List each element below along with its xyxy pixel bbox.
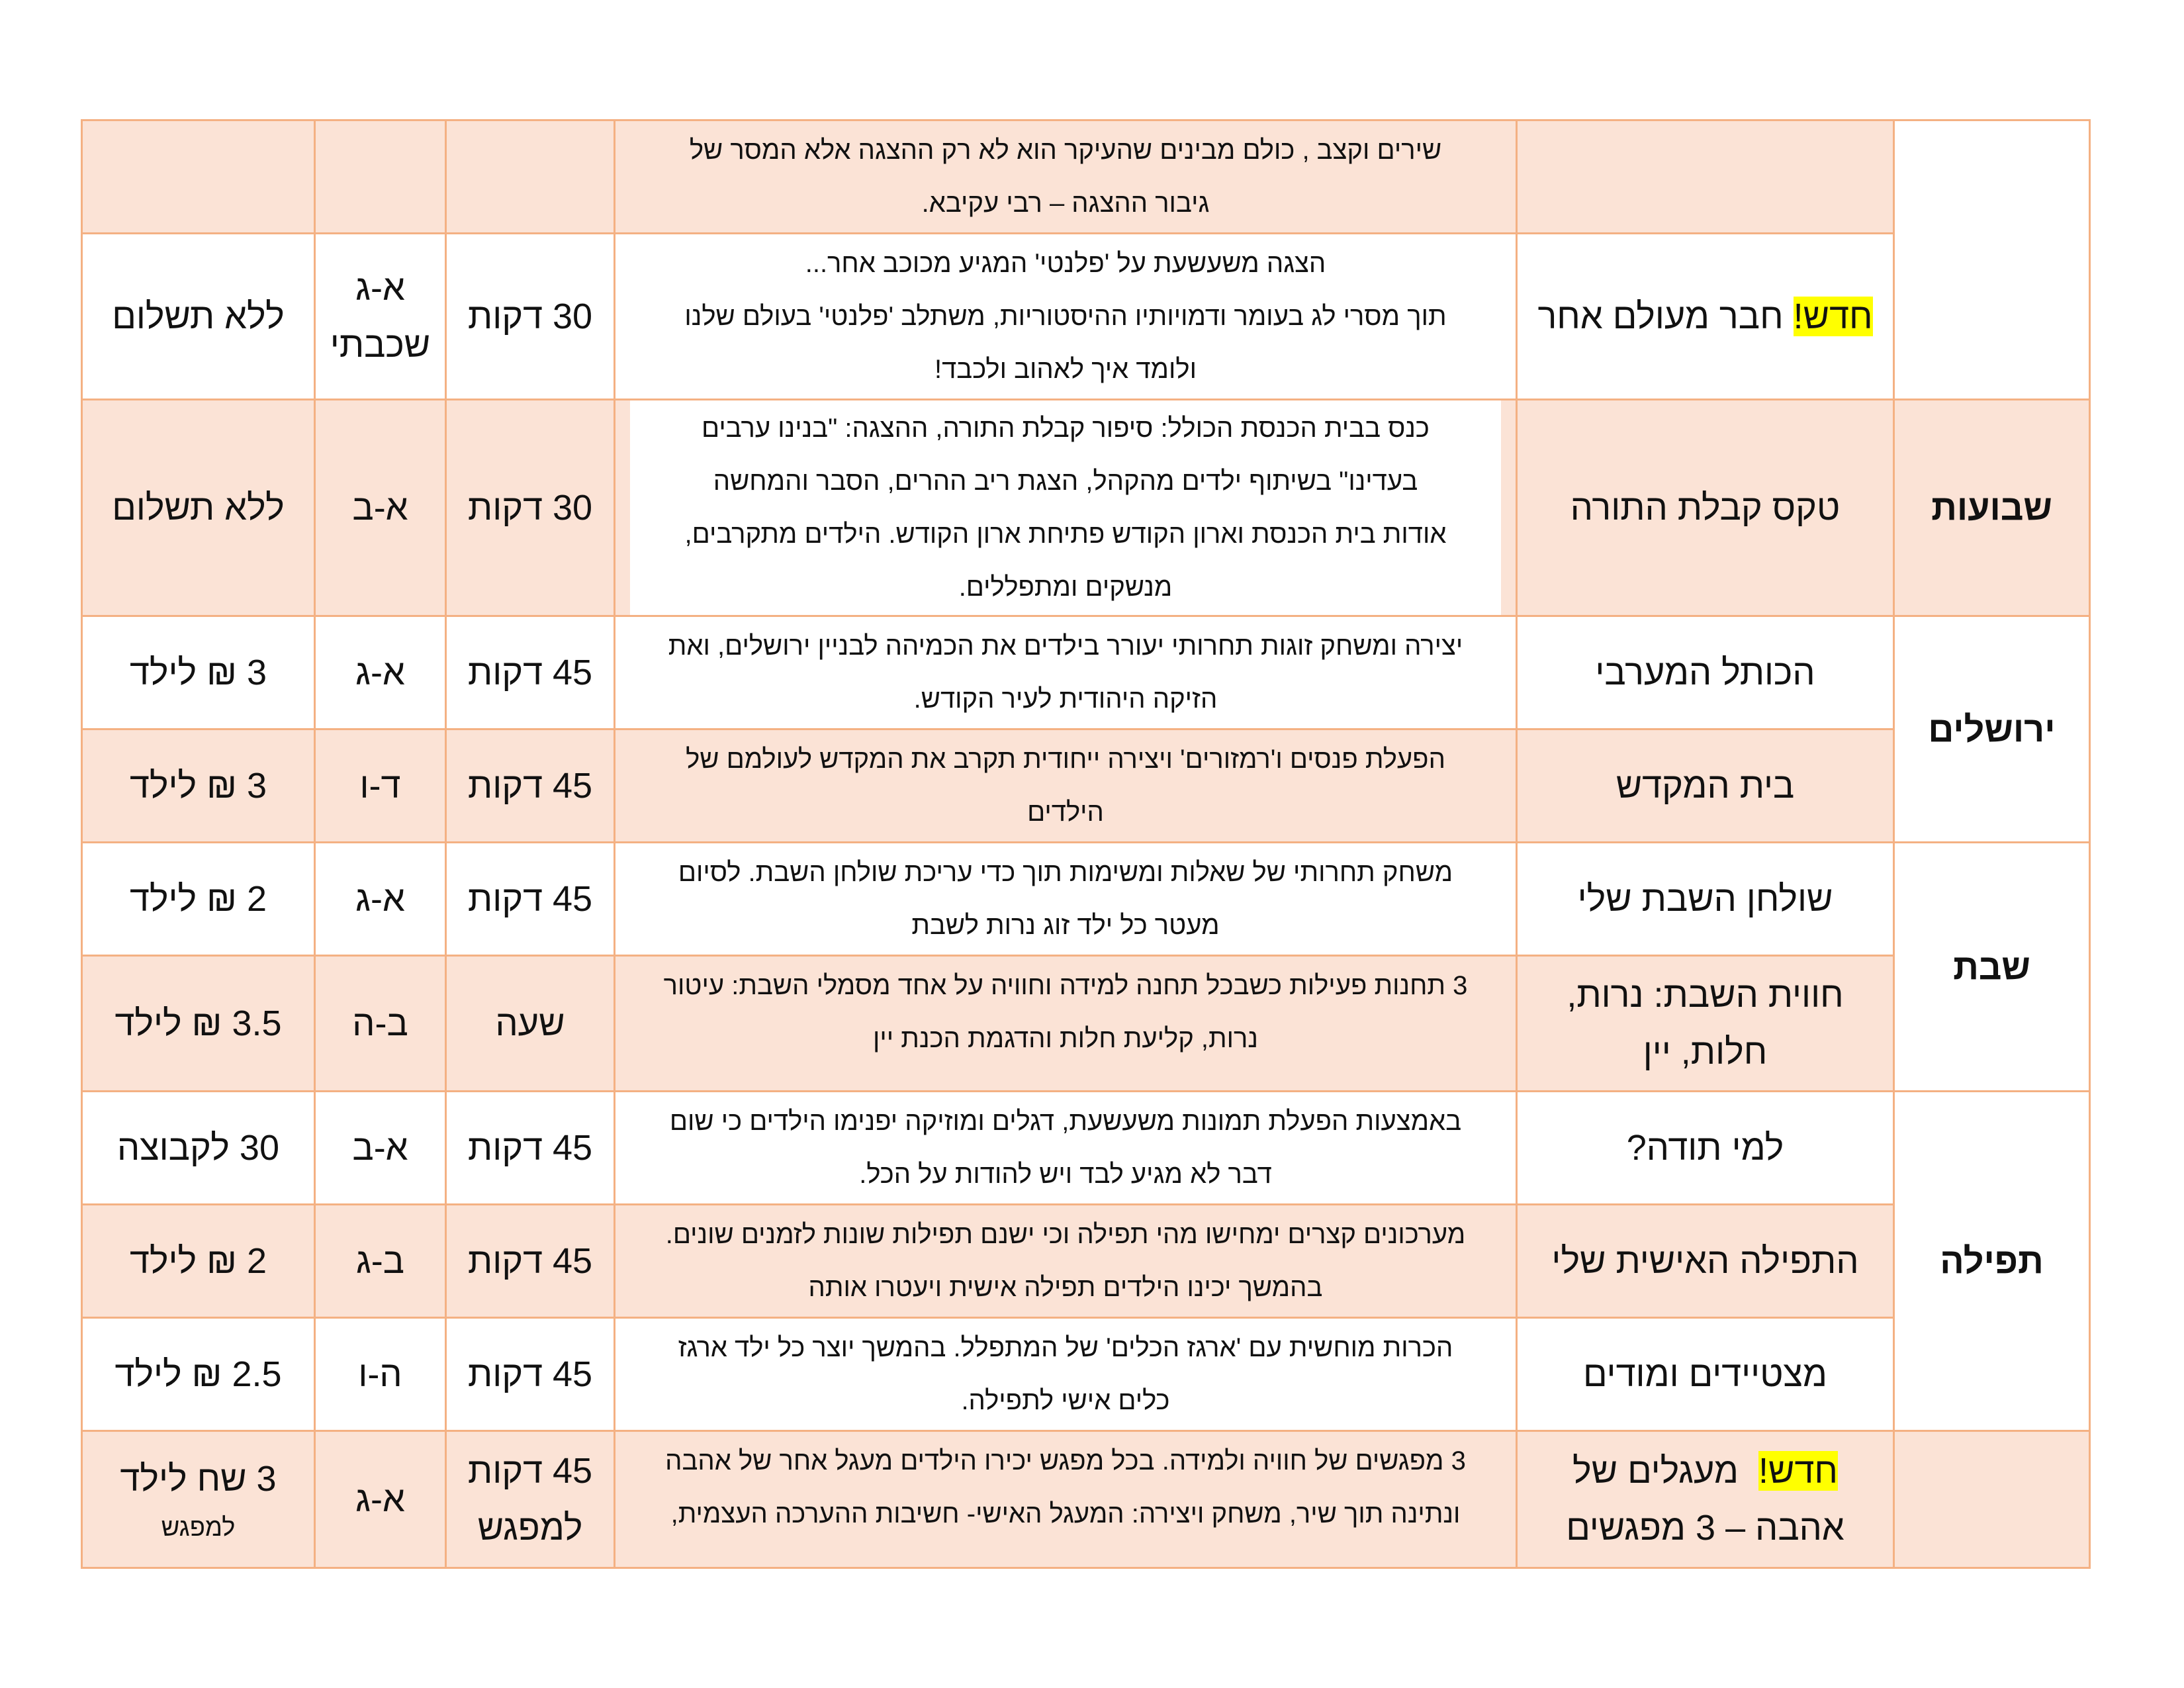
description-box — [630, 400, 1501, 615]
description-line: בהמשך יכינו הילדים תפילה אישית ויעטרו אותה — [808, 1273, 1323, 1302]
grade-cell: א-ג — [315, 616, 446, 729]
description-cell — [615, 616, 1517, 729]
description-line: מעטר כל ילד זוג נרות לשבת — [911, 911, 1220, 940]
grade-cell: ד-ו — [315, 729, 446, 843]
activity-name-line — [1527, 1442, 1884, 1499]
activity-name-cell: שולחן השבת שלי — [1517, 843, 1894, 956]
duration-cell: 45 דקות — [446, 1205, 615, 1318]
grade-cell: ב-ה — [315, 956, 446, 1092]
price-cell: 3 ₪ לילד — [82, 616, 315, 729]
activity-name-cell: התפילה האישית שלי — [1517, 1205, 1894, 1318]
description-line: 3 מפגשים של חוויה ולמידה. בכל מפגש יכירו הילדים מעגל אחר של אהבה — [665, 1446, 1466, 1476]
table-row — [82, 956, 2090, 1092]
description-line: הצגה משעשעת על 'פלנטי' המגיע מכוכב אחר... — [805, 249, 1326, 278]
activity-name: חבר מעולם אחר — [1537, 296, 1784, 336]
description-line: מנשקים ומתפללים. — [958, 573, 1173, 602]
duration-cell: 45 דקות — [446, 729, 615, 843]
category-cell — [1894, 1431, 2090, 1568]
description-line: ולומד איך לאהוב ולכבד! — [934, 355, 1197, 384]
description-line: כנס בבית הכנסת הכולל: סיפור קבלת התורה, ההצגה: "בנינו ערבים — [702, 414, 1430, 443]
grade-cell — [315, 234, 446, 400]
description-cell — [615, 120, 1517, 234]
activities-table — [81, 119, 2091, 1569]
description-line: באמצעות הפעלת תמונות משעשעת, דגלים ומוזיקה יפנימו הילדים כי שום — [669, 1107, 1462, 1136]
grade-cell: א-ג — [315, 1431, 446, 1568]
description-cell — [615, 843, 1517, 956]
price-cell — [82, 120, 315, 234]
price-cell: 30 לקבוצה — [82, 1092, 315, 1205]
price-cell: 2 ₪ לילד — [82, 1205, 315, 1318]
description-line: תוך מסרי לג בעומר ודמויותיו ההיסטוריות, משתלב 'פלנטי' בעולם שלנו — [684, 302, 1447, 331]
description-line: אודות בית הכנסת וארון הקודש פתיחת ארון הקודש. הילדים מתקרבים, — [684, 520, 1447, 549]
duration-cell: 30 דקות — [446, 400, 615, 616]
description-cell — [615, 400, 1517, 616]
new-badge: חדש! — [1793, 296, 1873, 336]
activity-name-cell — [1517, 234, 1894, 400]
price-value: 3 שח לילד — [120, 1459, 277, 1499]
description-line: 3 תחנות פעילות כשבכל תחנה למידה וחוויה על אחד מסמלי השבת: עיטור — [663, 971, 1468, 1000]
description-line: נרות, קליעת חלות והדגמת הכנת יין — [873, 1024, 1258, 1053]
duration-cell: 45 דקות — [446, 1318, 615, 1431]
grade-cell — [315, 120, 446, 234]
description-line: יצירה ומשחק זוגות תחרותי יעורר בילדים את הכמיהה לבניין ירושלים, ואת — [668, 632, 1463, 661]
description-cell — [615, 1431, 1517, 1568]
price-cell: ללא תשלום — [82, 234, 315, 400]
table-row — [82, 400, 2090, 616]
duration-value: 45 דקות — [467, 1450, 593, 1491]
description-line: כלים אישי לתפילה. — [961, 1386, 1170, 1415]
duration-cell: 30 דקות — [446, 234, 615, 400]
duration-note: למפגש — [477, 1508, 583, 1548]
description-line: שירים וקצב , כולם מבינים שהעיקר הוא לא רק ההצגה אלא המסר של — [689, 136, 1442, 165]
price-cell: 3 ₪ לילד — [82, 729, 315, 843]
duration-cell — [446, 120, 615, 234]
description-line: מערכונים קצרים ימחישו מהי תפילה וכי ישנם תפילות שונות לזמנים שונים. — [665, 1220, 1466, 1249]
description-line: בעדינו" בשיתוף ילדים מהקהל, הצגת ריב ההרים, הסבר והמחשה — [713, 467, 1418, 496]
category-cell: ירושלים — [1894, 616, 2090, 843]
activity-name-cell: מצטיידים ומודים — [1517, 1318, 1894, 1431]
activity-name: מעגלים של — [1572, 1450, 1739, 1491]
activity-name-cell — [1517, 1431, 1894, 1568]
description-line: משחק תחרותי של שאלות ומשימות תוך כדי עריכת שולחן השבת. לסיום — [678, 858, 1453, 887]
description-cell — [615, 234, 1517, 400]
table-row — [82, 1318, 2090, 1431]
activity-name-line: חלות, יין — [1643, 1032, 1768, 1072]
category-cell — [1894, 120, 2090, 400]
grade-cell: א-ג — [315, 843, 446, 956]
description-cell — [615, 1318, 1517, 1431]
description-cell — [615, 1092, 1517, 1205]
activity-name-cell: בית המקדש — [1517, 729, 1894, 843]
grade-cell: א-ב — [315, 400, 446, 616]
price-cell: 2 ₪ לילד — [82, 843, 315, 956]
table-row — [82, 1431, 2090, 1568]
description-cell — [615, 729, 1517, 843]
duration-cell: 45 דקות — [446, 1092, 615, 1205]
description-line: גיבור ההצגה – רבי עקיבא. — [921, 189, 1210, 218]
new-badge: חדש! — [1758, 1450, 1838, 1491]
category-cell: שבת — [1894, 843, 2090, 1092]
table-row — [82, 120, 2090, 234]
duration-cell — [446, 1431, 615, 1568]
grade-cell: ב-ג — [315, 1205, 446, 1318]
grade-range: א-ג — [355, 267, 405, 308]
table-row — [82, 1205, 2090, 1318]
description-line: הזיקה היהודית לעיר הקודש. — [913, 684, 1218, 714]
description-line: הכרות מוחשית עם 'ארגז הכלים' של המתפלל. בהמשך יוצר כל ילד ארגז — [678, 1333, 1453, 1362]
grade-note: שכבתי — [330, 325, 431, 365]
activity-name-line: אהבה – 3 מפגשים — [1566, 1508, 1844, 1548]
activity-name-cell: הכותל המערבי — [1517, 616, 1894, 729]
price-note: למפגש — [161, 1513, 236, 1542]
table-row — [82, 616, 2090, 729]
description-line: הילדים — [1027, 798, 1104, 827]
activity-name-cell: למי תודה? — [1517, 1092, 1894, 1205]
price-cell: ללא תשלום — [82, 400, 315, 616]
activity-name-line: חווית השבת: נרות, — [1567, 974, 1844, 1015]
activity-name-cell — [1517, 956, 1894, 1092]
grade-cell: ה-ו — [315, 1318, 446, 1431]
description-line: ונתינה תוך שיר, משחק ויצירה: המעגל האישי- חשיבות ההערכה העצמית, — [670, 1499, 1461, 1528]
price-cell — [82, 1431, 315, 1568]
table-row — [82, 234, 2090, 400]
activity-name-cell: טקס קבלת התורה — [1517, 400, 1894, 616]
grade-cell: א-ב — [315, 1092, 446, 1205]
price-cell: 3.5 ₪ לילד — [82, 956, 315, 1092]
price-cell: 2.5 ₪ לילד — [82, 1318, 315, 1431]
category-cell: שבועות — [1894, 400, 2090, 616]
duration-cell: שעה — [446, 956, 615, 1092]
table-row — [82, 729, 2090, 843]
description-line: הפעלת פנסים ו'רמזורים' ויצירה ייחודית תקרב את המקדש לעולמם של — [686, 745, 1445, 774]
description-cell — [615, 956, 1517, 1092]
activity-name-cell — [1517, 120, 1894, 234]
duration-cell: 45 דקות — [446, 843, 615, 956]
table-row — [82, 1092, 2090, 1205]
description-cell — [615, 1205, 1517, 1318]
duration-cell: 45 דקות — [446, 616, 615, 729]
description-line: דבר לא מגיע לבד ויש להודות על הכל. — [859, 1160, 1272, 1189]
category-cell: תפילה — [1894, 1092, 2090, 1431]
table-row — [82, 843, 2090, 956]
